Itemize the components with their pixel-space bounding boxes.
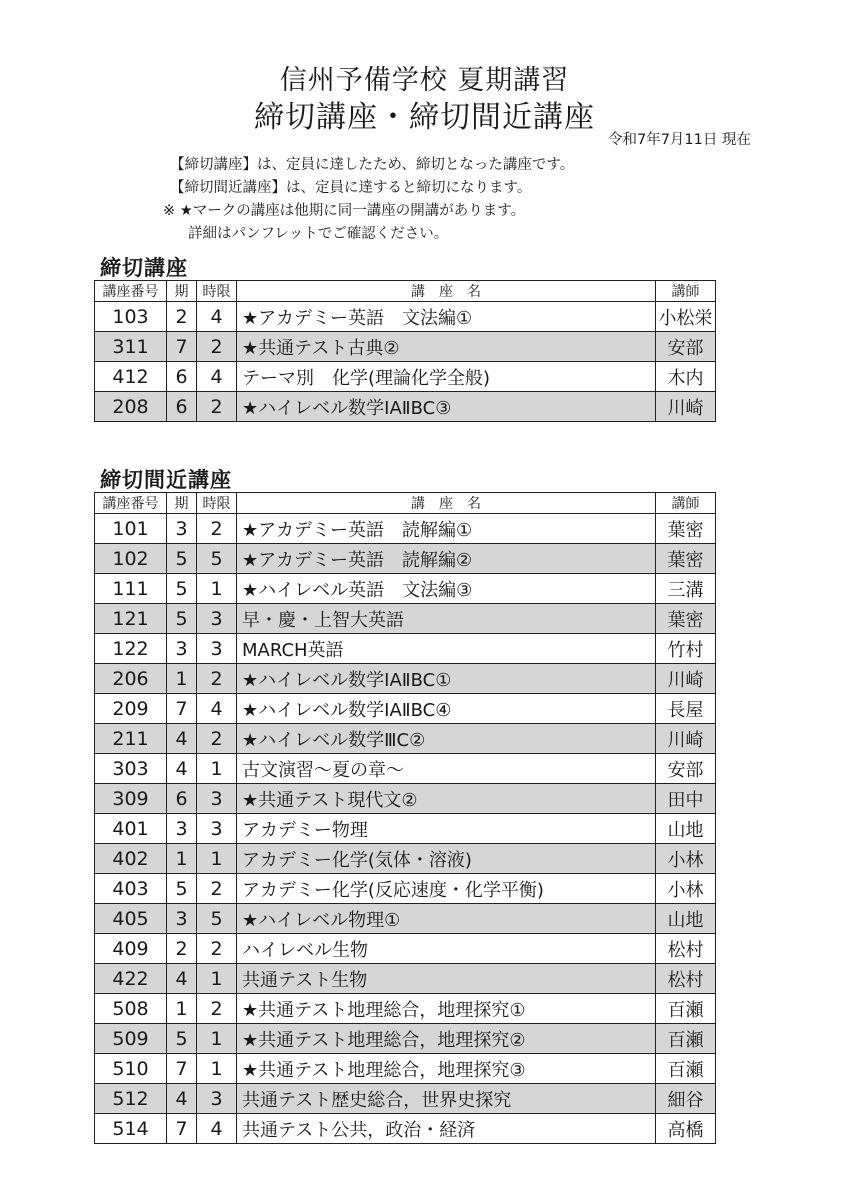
course-period: 3 (197, 1084, 237, 1114)
course-number: 103 (95, 302, 167, 332)
course-term: 2 (167, 934, 197, 964)
course-period: 1 (197, 1024, 237, 1054)
header-number: 講座番号 (95, 493, 167, 514)
course-number: 508 (95, 994, 167, 1024)
course-name: ★共通テスト地理総合，地理探究② (237, 1024, 656, 1054)
course-number: 510 (95, 1054, 167, 1084)
course-teacher: 安部 (656, 332, 716, 362)
course-teacher: 百瀬 (656, 1054, 716, 1084)
course-number: 402 (95, 844, 167, 874)
notes (163, 154, 575, 246)
course-term: 5 (167, 1024, 197, 1054)
course-name: ★共通テスト現代文② (237, 784, 656, 814)
course-teacher: 細谷 (656, 1084, 716, 1114)
course-name: 早・慶・上智大英語 (237, 604, 656, 634)
header-period: 時限 (197, 281, 237, 302)
course-teacher: 山地 (656, 904, 716, 934)
course-number: 101 (95, 514, 167, 544)
course-name: アカデミー化学(反応速度・化学平衡) (237, 874, 656, 904)
document-title: 信州予備学校 夏期講習 (279, 65, 570, 96)
course-period: 2 (197, 664, 237, 694)
as-of-date: 令和7年7月11日 現在 (607, 132, 751, 148)
course-teacher: 百瀬 (656, 1024, 716, 1054)
course-number: 401 (95, 814, 167, 844)
header-term: 期 (167, 281, 197, 302)
table-row (95, 514, 716, 544)
course-period: 3 (197, 814, 237, 844)
course-name: ★ハイレベル数学ⅠAⅡBC③ (237, 392, 656, 422)
table-row (95, 1054, 716, 1084)
course-number: 211 (95, 724, 167, 754)
course-period: 2 (197, 514, 237, 544)
course-period: 2 (197, 934, 237, 964)
course-name: ★アカデミー英語 読解編① (237, 514, 656, 544)
course-number: 512 (95, 1084, 167, 1114)
table-row (95, 362, 716, 392)
closed-courses-table (94, 280, 716, 422)
course-period: 2 (197, 392, 237, 422)
course-period: 3 (197, 784, 237, 814)
course-term: 3 (167, 904, 197, 934)
header-teacher: 講師 (656, 281, 716, 302)
table-row (95, 994, 716, 1024)
course-period: 1 (197, 964, 237, 994)
table-row (95, 964, 716, 994)
course-number: 121 (95, 604, 167, 634)
course-name: ★アカデミー英語 文法編① (237, 302, 656, 332)
course-number: 403 (95, 874, 167, 904)
header-term: 期 (167, 493, 197, 514)
course-term: 5 (167, 874, 197, 904)
course-period: 5 (197, 904, 237, 934)
course-name: ★ハイレベル物理① (237, 904, 656, 934)
course-teacher: 葉密 (656, 544, 716, 574)
course-period: 4 (197, 302, 237, 332)
table-row (95, 844, 716, 874)
course-name: アカデミー物理 (237, 814, 656, 844)
course-number: 208 (95, 392, 167, 422)
course-number: 303 (95, 754, 167, 784)
course-period: 2 (197, 994, 237, 1024)
course-teacher: 長屋 (656, 694, 716, 724)
header-teacher: 講師 (656, 493, 716, 514)
course-name: ★ハイレベル数学ⅢC② (237, 724, 656, 754)
course-number: 409 (95, 934, 167, 964)
table-row (95, 604, 716, 634)
table-row (95, 874, 716, 904)
course-teacher: 安部 (656, 754, 716, 784)
course-period: 4 (197, 1114, 237, 1144)
course-term: 7 (167, 694, 197, 724)
course-teacher: 小林 (656, 874, 716, 904)
course-number: 412 (95, 362, 167, 392)
note-near-closed: 【締切間近講座】は、定員に達すると締切になります。 (170, 180, 532, 196)
course-term: 1 (167, 844, 197, 874)
course-period: 2 (197, 724, 237, 754)
course-name: 共通テスト生物 (237, 964, 656, 994)
course-period: 5 (197, 544, 237, 574)
table-row (95, 664, 716, 694)
table-row (95, 392, 716, 422)
course-term: 4 (167, 724, 197, 754)
course-name: MARCH英語 (237, 634, 656, 664)
course-term: 3 (167, 634, 197, 664)
course-period: 1 (197, 574, 237, 604)
header-name: 講 座 名 (237, 493, 656, 514)
document-subtitle: 締切講座・締切間近講座 (254, 100, 595, 135)
course-teacher: 葉密 (656, 604, 716, 634)
course-term: 7 (167, 1054, 197, 1084)
course-period: 1 (197, 844, 237, 874)
course-teacher: 川崎 (656, 664, 716, 694)
course-teacher: 松村 (656, 934, 716, 964)
note-closed: 【締切講座】は、定員に達したため、締切となった講座です。 (170, 157, 575, 173)
table-row (95, 634, 716, 664)
course-teacher: 木内 (656, 362, 716, 392)
course-period: 1 (197, 1054, 237, 1084)
course-teacher: 松村 (656, 964, 716, 994)
course-name: 共通テスト歴史総合，世界史探究 (237, 1084, 656, 1114)
note-star: ※ ★マークの講座は他期に同一講座の開講があります。 (163, 203, 526, 219)
header-name: 講 座 名 (237, 281, 656, 302)
course-number: 509 (95, 1024, 167, 1054)
table-row (95, 1114, 716, 1144)
near-closed-courses-table (94, 492, 716, 1144)
course-name: 古文演習～夏の章～ (237, 754, 656, 784)
course-teacher: 田中 (656, 784, 716, 814)
table-row (95, 814, 716, 844)
course-term: 1 (167, 664, 197, 694)
course-name: ハイレベル生物 (237, 934, 656, 964)
course-period: 2 (197, 874, 237, 904)
table-row (95, 904, 716, 934)
course-number: 122 (95, 634, 167, 664)
near-closed-section-title: 締切間近講座 (100, 468, 232, 492)
course-teacher: 葉密 (656, 514, 716, 544)
course-number: 111 (95, 574, 167, 604)
table-header-row (95, 281, 716, 302)
course-teacher: 竹村 (656, 634, 716, 664)
course-period: 3 (197, 634, 237, 664)
course-term: 7 (167, 332, 197, 362)
table-row (95, 332, 716, 362)
table-row (95, 1024, 716, 1054)
table-row (95, 574, 716, 604)
course-name: ★共通テスト地理総合，地理探究① (237, 994, 656, 1024)
course-teacher: 山地 (656, 814, 716, 844)
course-period: 2 (197, 332, 237, 362)
course-number: 311 (95, 332, 167, 362)
course-name: ★アカデミー英語 読解編② (237, 544, 656, 574)
course-period: 4 (197, 362, 237, 392)
note-details: 詳細はパンフレットでご確認ください。 (188, 226, 449, 242)
table-row (95, 934, 716, 964)
course-name: 共通テスト公共，政治・経済 (237, 1114, 656, 1144)
course-term: 2 (167, 302, 197, 332)
course-number: 206 (95, 664, 167, 694)
table-header-row (95, 493, 716, 514)
table-row (95, 694, 716, 724)
closed-section-title: 締切講座 (100, 256, 188, 280)
course-number: 405 (95, 904, 167, 934)
course-term: 1 (167, 994, 197, 1024)
course-term: 6 (167, 784, 197, 814)
course-term: 5 (167, 544, 197, 574)
course-number: 422 (95, 964, 167, 994)
course-teacher: 百瀬 (656, 994, 716, 1024)
course-number: 102 (95, 544, 167, 574)
course-number: 514 (95, 1114, 167, 1144)
course-name: ★ハイレベル英語 文法編③ (237, 574, 656, 604)
course-name: ★ハイレベル数学ⅠAⅡBC④ (237, 694, 656, 724)
course-name: ★共通テスト地理総合，地理探究③ (237, 1054, 656, 1084)
table-row (95, 784, 716, 814)
course-teacher: 小松栄 (656, 302, 716, 332)
course-term: 3 (167, 514, 197, 544)
course-term: 4 (167, 964, 197, 994)
course-teacher: 小林 (656, 844, 716, 874)
course-period: 3 (197, 604, 237, 634)
course-teacher: 川崎 (656, 392, 716, 422)
course-term: 4 (167, 754, 197, 784)
course-name: ★ハイレベル数学ⅠAⅡBC① (237, 664, 656, 694)
course-name: アカデミー化学(気体・溶液) (237, 844, 656, 874)
course-teacher: 川崎 (656, 724, 716, 754)
course-teacher: 三溝 (656, 574, 716, 604)
table-row (95, 302, 716, 332)
header-period: 時限 (197, 493, 237, 514)
course-term: 5 (167, 604, 197, 634)
course-period: 1 (197, 754, 237, 784)
course-term: 5 (167, 574, 197, 604)
course-period: 4 (197, 694, 237, 724)
course-teacher: 高橋 (656, 1114, 716, 1144)
table-row (95, 1084, 716, 1114)
course-term: 6 (167, 362, 197, 392)
table-row (95, 754, 716, 784)
table-row (95, 724, 716, 754)
course-number: 309 (95, 784, 167, 814)
course-term: 3 (167, 814, 197, 844)
course-number: 209 (95, 694, 167, 724)
course-term: 4 (167, 1084, 197, 1114)
header-number: 講座番号 (95, 281, 167, 302)
course-name: テーマ別 化学(理論化学全般) (237, 362, 656, 392)
table-row (95, 544, 716, 574)
course-term: 7 (167, 1114, 197, 1144)
course-term: 6 (167, 392, 197, 422)
course-name: ★共通テスト古典② (237, 332, 656, 362)
